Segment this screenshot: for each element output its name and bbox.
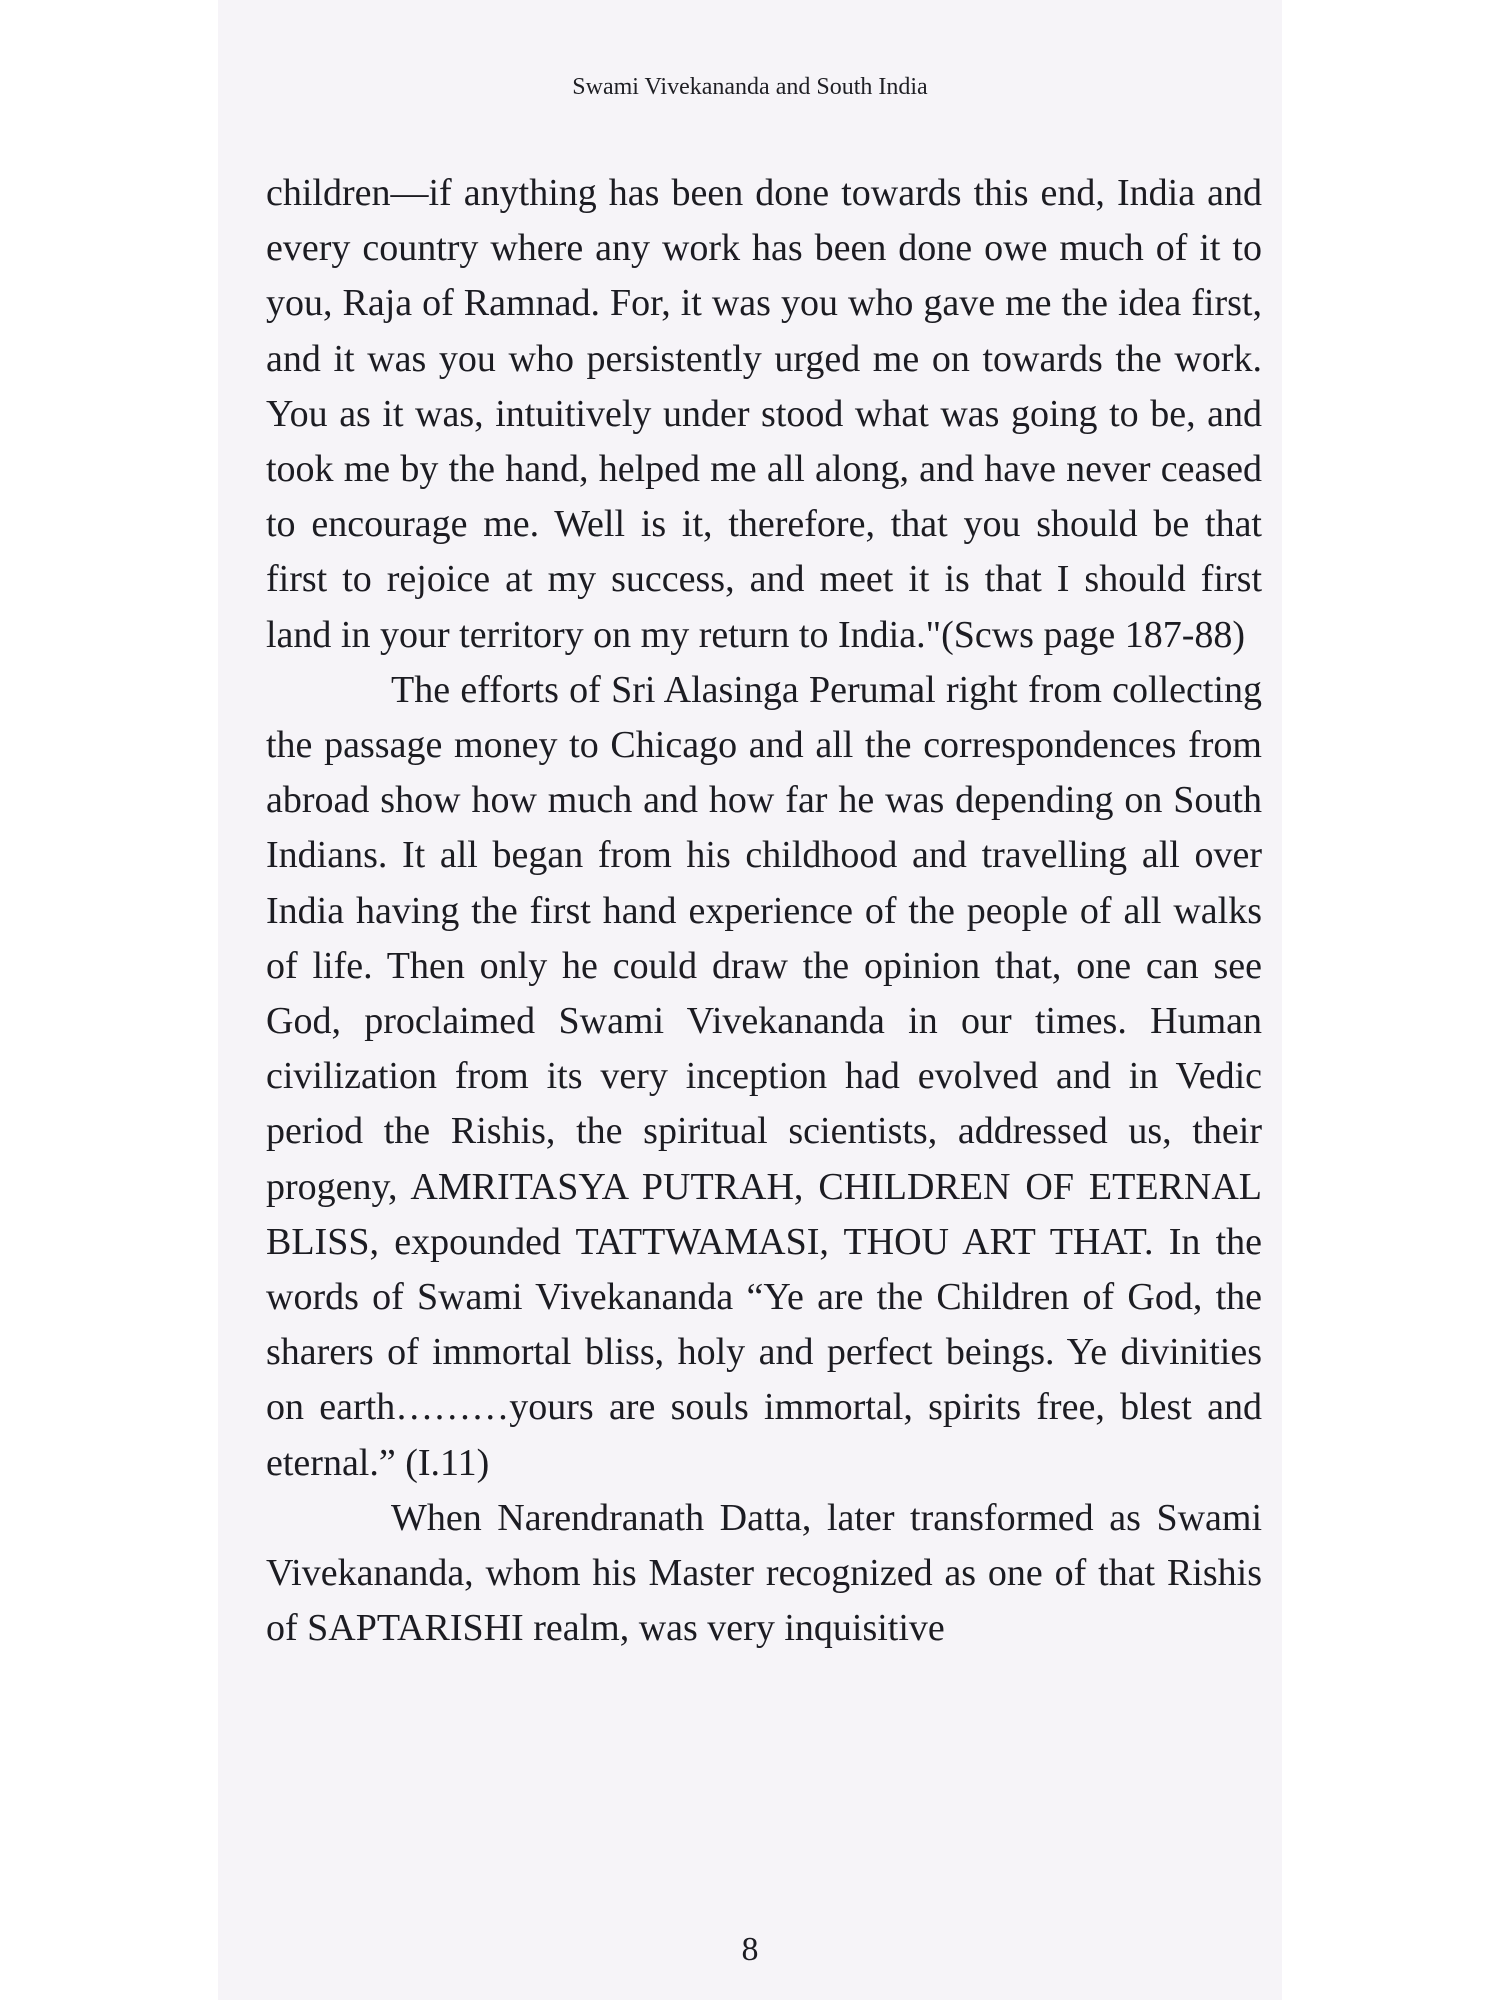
paragraph-narendranath-datta: When Narendranath Datta, later transformed as Swami Vivekananda, whom his Master recognized as one of that Rishis of SAPTARISHI realm, was very inquisitive	[266, 1496, 1262, 1650]
body-text	[266, 166, 1262, 1656]
page-number: 8	[741, 1931, 759, 1968]
paragraph-quote-ending: children—if anything has been done towards this end, India and every country where any work has been done owe much of it to you, Raja of Ramnad. For, it was you who gave me the idea first, and it was you who persistently urged me on towards the work. You as it was, intuitively under stood what was going to be, and took me by the hand, helped me all along, and have never ceased to encourage me. Well is it, therefore, that you should be that first to rejoice at my success, and meet it is that I should first land in your territory on my return to India."(Scws page 187-88)	[266, 172, 1262, 656]
paragraph-alasinga-perumal: The efforts of Sri Alasinga Perumal right from collecting the passage money to Chicago and all the correspondences from abroad show how much and how far he was depending on South Indians. It all began from his childhood and travelling all over India having the first hand experience of the people of all walks of life. Then only he could draw the opinion that, one can see God, proclaimed Swami Vivekananda in our times. Human civilization from its very inception had evolved and in Vedic period the Rishis, the spiritual scientists, addressed us, their progeny, AMRITASYA PUTRAH, CHILDREN OF ETERNAL BLISS, expounded TATTWAMASI, THOU ART THAT. In the words of Swami Vivekananda “Ye are the Children of God, the sharers of immortal bliss, holy and perfect beings. Ye divinities on earth………yours are souls immortal, spirits free, blest and eternal.” (I.11)	[266, 668, 1262, 1484]
running-header: Swami Vivekananda and South India	[572, 74, 928, 100]
